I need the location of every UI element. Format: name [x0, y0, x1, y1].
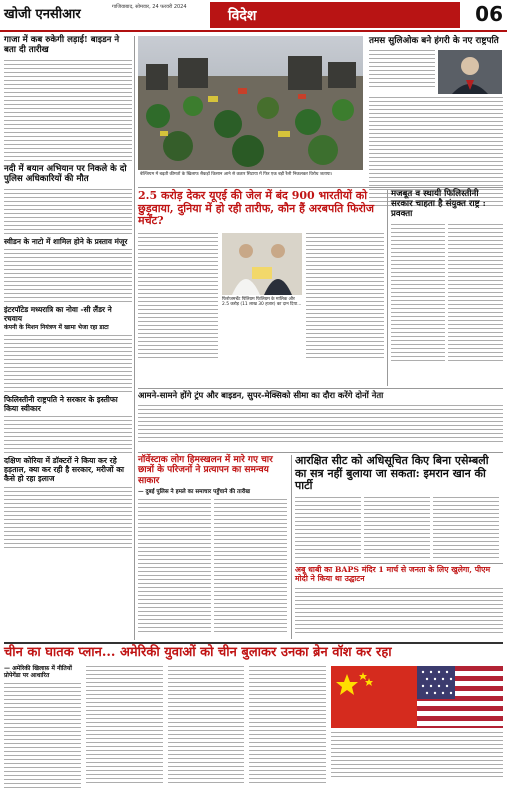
story-body — [295, 497, 361, 561]
story-subheadline: कंपनी के मिशन नियंत्रण में खामा भेजा रहा डाटा — [4, 324, 109, 332]
column-divider — [134, 36, 135, 640]
story-headline: गाजा में कब रुकेगी लड़ाई! बाइडन ने बता दी तारीख — [4, 35, 120, 55]
story-kicker: — अमेरिकी खिलाफ़ में नीतियों प्रोपेगेंडा पर आधारित — [4, 664, 72, 679]
story-body — [138, 499, 211, 635]
story-body — [295, 588, 503, 633]
center-story — [138, 190, 384, 382]
story-headline: स्वीडन के नाटो में शामिल होने के प्रस्ताव मंजूर — [4, 236, 128, 246]
story-headline: आमने-सामने होंगे ट्रंप और बाइडन, सुपर-मेक्सिको सीमा का दौरा करेंगे दोनों नेता — [138, 390, 384, 400]
story-body — [138, 233, 218, 361]
side-story — [391, 190, 503, 386]
story-kicker: — दुबई पुलिस ने हमले का समाचार पहुँचाने की तारीख — [138, 489, 251, 496]
story-headline: मजबूत व स्थायी फिलिस्तीनी सरकार चाहता है संयुक्त राष्ट्र : प्रवक्ता — [391, 189, 486, 219]
photo-caption: फिरोजमर्चेंट पिलिग्रम फिलिग्रम के मालिक और 2.5 करोड़ (11 लाख 30 हजार) का दान दिया... — [222, 296, 302, 308]
story-headline: नॉर्वेस्टाक लोग हिमस्खलन में मारे गए चार छात्रों के परिजनों ने प्रत्यापन का समन्वय साकार — [138, 455, 273, 486]
trump-biden-story — [138, 391, 503, 451]
story-headline: नदी में बयान अभियान पर निकले के दो पुलिस अधिकारियों की मौत — [4, 163, 127, 184]
section-divider — [138, 187, 503, 188]
lower-left-story — [138, 455, 288, 639]
story-headline: 2.5 करोड़ देकर यूएई की जेल में बंद 900 भारतीयों को छुड़वाया, दुनिया में हो रही तारीफ, कौन हैं अरबपति फिरोज मर्चेंट? — [138, 189, 374, 228]
story-body — [4, 60, 132, 161]
story-body — [369, 50, 435, 94]
china-flag-photo — [331, 666, 503, 728]
abu-dhabi-story — [295, 566, 503, 639]
story-headline: अबू धाबी का BAPS मंदिर 1 मार्च से जनता के लिए खुलेगा, पीएम मोदी ने किया था उद्घाटन — [295, 565, 491, 583]
story-body — [4, 189, 132, 234]
story-headline: इंटरपॉटेड मध्यरात्रि का नोवा -सी लैंडर ने रचवाय — [4, 305, 112, 323]
page-number: 06 — [475, 2, 503, 26]
masthead — [0, 0, 507, 32]
story-body — [4, 487, 132, 548]
section-divider — [138, 388, 503, 389]
section-title: विदेश — [210, 2, 460, 28]
story-body — [331, 732, 503, 777]
donation-photo — [222, 233, 302, 295]
story-headline: फिलिस्तीनी राष्ट्रपति ने सरकार के इस्तीफा किया स्वीकार — [4, 394, 118, 413]
story-body — [433, 497, 499, 561]
column-divider — [291, 455, 292, 639]
photo-caption: बेल्जियम में बढ़ती कीमतों के खिलाफ सैकड़ों किसान आने से कतार सिटाया में फिर एक बड़ी रैली निकलकर विरोध जताया। — [140, 172, 333, 177]
china-story — [4, 646, 503, 796]
story-body — [138, 405, 503, 442]
protest-photo — [138, 36, 363, 170]
story-headline: तमस सुलिओक बने हंगरी के नए राष्ट्रपति — [369, 36, 499, 46]
section-divider — [138, 452, 503, 453]
story-body — [306, 233, 384, 361]
story-body — [249, 666, 326, 791]
newspaper-brand: खोजी एनसीआर — [4, 7, 81, 22]
story-headline: आरक्षित सीट को अधिसूचित किए बिना एसेम्बली का सत्र नहीं बुलाया जा सकता: इमरान खान की पार्टी — [295, 454, 489, 493]
imran-khan-story — [295, 455, 503, 561]
story-body — [214, 499, 287, 635]
story-body — [448, 224, 503, 364]
story-body — [4, 683, 81, 788]
story-body — [364, 497, 430, 561]
section-divider — [295, 563, 503, 564]
story-body — [4, 416, 132, 453]
column-divider — [387, 190, 388, 386]
section-divider — [4, 642, 503, 644]
story-body — [4, 335, 132, 392]
story-body — [168, 666, 245, 791]
portrait-photo — [438, 50, 502, 94]
dateline: गाजियाबाद, सोमवार, 24 फरवरी 2024 — [112, 4, 187, 10]
story-body — [86, 666, 163, 791]
story-headline: चीन का घातक प्लान... अमेरिकी युवाओं को चीन बुलाकर उनका ब्रेन वॉश कर रहा — [4, 645, 392, 660]
story-headline: दक्षिण कोरिया में डॉक्टरों ने किया कर रहे हड़ताल, क्या कर रही है सरकार, मरीजों का कैसे हो रहा इलाज — [4, 456, 124, 483]
story-body — [391, 224, 445, 364]
story-body — [4, 249, 132, 302]
